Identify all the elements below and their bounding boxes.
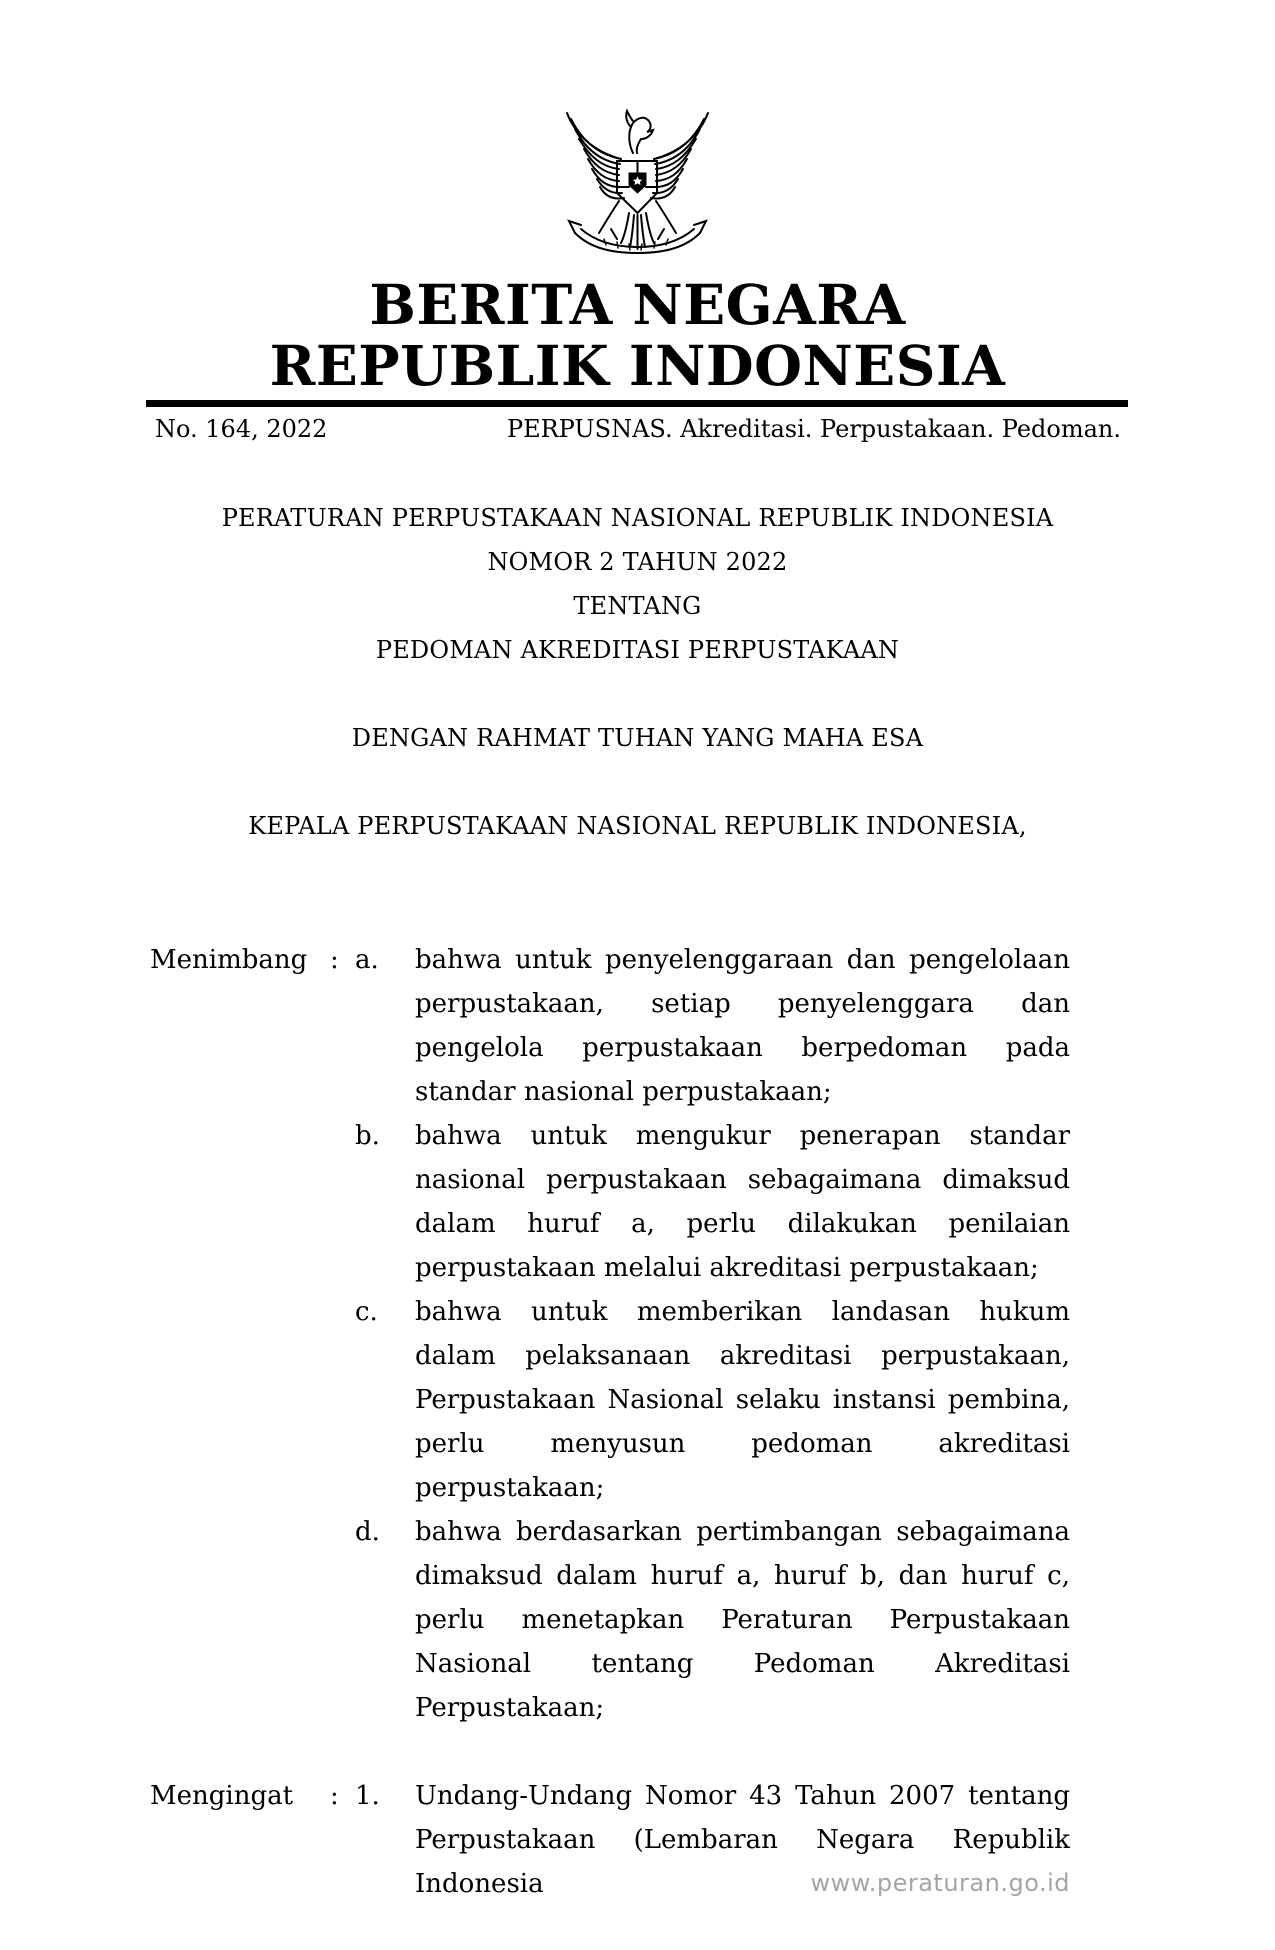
item-marker: a. bbox=[355, 945, 379, 975]
item-marker: 1. bbox=[355, 1781, 380, 1811]
legal-basis-label: Mengingat bbox=[150, 1781, 294, 1811]
regulation-title-line-4: PEDOMAN AKREDITASI PERPUSTAKAAN bbox=[375, 636, 900, 664]
emblem-row bbox=[0, 0, 1275, 260]
masthead-line-2: REPUBLIK INDONESIA bbox=[269, 333, 1006, 398]
considerations-label: Menimbang bbox=[150, 945, 308, 975]
masthead-line-1: BERITA NEGARA bbox=[369, 272, 906, 337]
consideration-item bbox=[355, 938, 1070, 1114]
garuda-pancasila-emblem bbox=[559, 101, 716, 256]
issue-line bbox=[155, 414, 1121, 444]
consideration-item bbox=[355, 1290, 1070, 1510]
item-text: Undang-Undang Nomor 43 Tahun 2007 tentang Perpustakaan (Lembaran Negara Republik Indonesia bbox=[415, 1781, 1070, 1899]
masthead bbox=[0, 274, 1275, 396]
regulation-title-line-2: NOMOR 2 TAHUN 2022 bbox=[487, 548, 788, 576]
preamble-clauses bbox=[150, 938, 1070, 1906]
item-marker: d. bbox=[355, 1517, 380, 1547]
issue-number: No. 164, 2022 bbox=[155, 415, 328, 443]
enacting-official-line: KEPALA PERPUSTAKAAN NASIONAL REPUBLIK INDONESIA, bbox=[248, 812, 1027, 840]
item-marker: c. bbox=[355, 1297, 378, 1327]
consideration-item bbox=[355, 1114, 1070, 1290]
item-text: bahwa untuk mengukur penerapan standar nasional perpustakaan sebagaimana dimaksud dalam huruf a, perlu dilakukan penilaian perpustakaan melalui akreditasi perpustakaan; bbox=[415, 1121, 1070, 1283]
consideration-item bbox=[355, 1510, 1070, 1730]
issue-subject: PERPUSNAS. Akreditasi. Perpustakaan. Pedoman. bbox=[506, 415, 1121, 443]
item-text: bahwa berdasarkan pertimbangan sebagaimana dimaksud dalam huruf a, huruf b, dan huruf c, perlu menetapkan Peraturan Perpustakaan Nasional tentang Pedoman Akreditasi Perpustakaan; bbox=[415, 1517, 1070, 1723]
regulation-title-line-3: TENTANG bbox=[573, 592, 702, 620]
invocation-line: DENGAN RAHMAT TUHAN YANG MAHA ESA bbox=[351, 724, 924, 752]
legal-basis-separator: : bbox=[330, 1781, 339, 1811]
regulation-title-line-1: PERATURAN PERPUSTAKAAN NASIONAL REPUBLIK INDONESIA bbox=[221, 504, 1054, 532]
considerations-items bbox=[355, 938, 1070, 1730]
considerations-separator: : bbox=[330, 945, 339, 975]
peraturan-watermark: www.peraturan.go.id bbox=[810, 1869, 1070, 1897]
item-text: bahwa untuk memberikan landasan hukum dalam pelaksanaan akreditasi perpustakaan, Perpustakaan Nasional selaku instansi pembina, perlu menyusun pedoman akreditasi perpustakaan; bbox=[415, 1297, 1070, 1503]
item-marker: b. bbox=[355, 1121, 380, 1151]
regulation-title-block bbox=[0, 496, 1275, 672]
item-text: bahwa untuk penyelenggaraan dan pengelolaan perpustakaan, setiap penyelenggara dan pengelola perpustakaan berpedoman pada standar nasional perpustakaan; bbox=[415, 945, 1070, 1107]
masthead-divider-rule bbox=[146, 400, 1128, 407]
considerations-clause bbox=[150, 938, 1070, 1730]
